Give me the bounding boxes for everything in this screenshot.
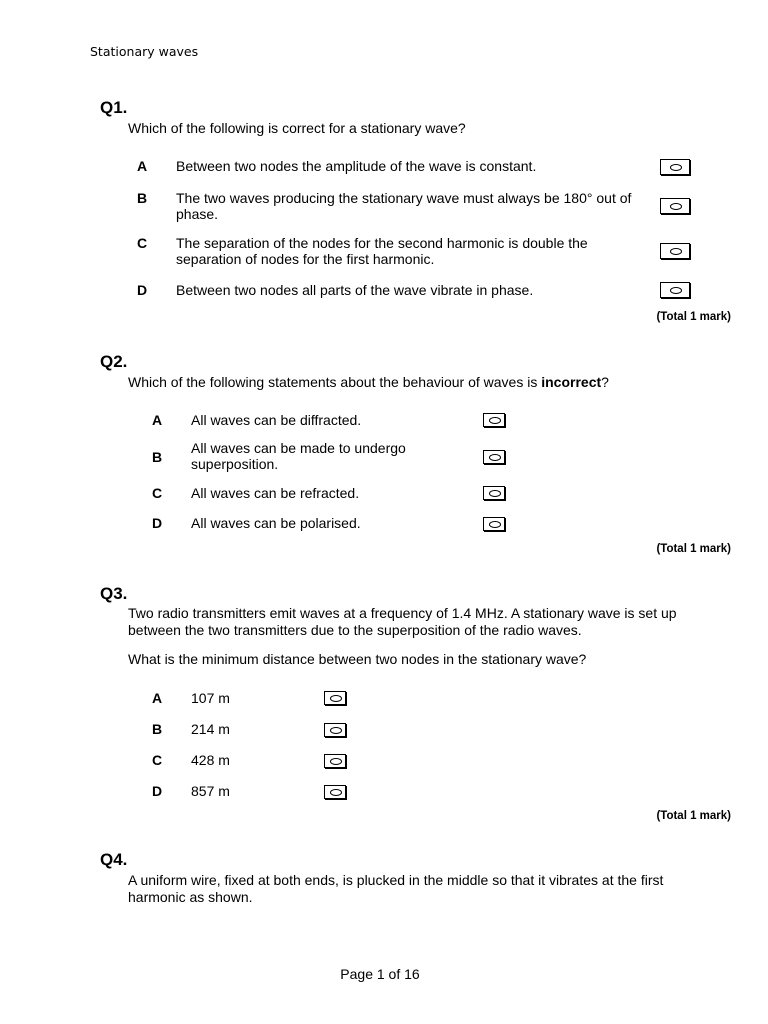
- q3-option-a-answer-box[interactable]: [324, 691, 346, 705]
- q3-option-d-answer-box[interactable]: [324, 785, 346, 799]
- q2-option-b-text: All waves can be made to undergo superposition.: [191, 440, 406, 472]
- q3-option-c-answer-box[interactable]: [324, 754, 346, 768]
- q2-stem-suffix: ?: [601, 374, 609, 390]
- q1-option-b-answer-box[interactable]: [660, 198, 690, 214]
- question-number-4: Q4.: [100, 850, 128, 869]
- q1-option-c-letter: C: [137, 235, 148, 251]
- q1-option-a-answer-box[interactable]: [660, 159, 690, 175]
- q3-option-b-answer-box[interactable]: [324, 723, 346, 737]
- q1-option-b-text: The two waves producing the stationary wave must always be 180° out of phase.: [176, 190, 632, 222]
- q1-total-marks: (Total 1 mark): [656, 311, 731, 323]
- q3-option-c-letter: C: [152, 752, 163, 768]
- q2-stem-prefix: Which of the following statements about the behaviour of waves is: [128, 374, 542, 390]
- q3-option-a-letter: A: [152, 690, 163, 706]
- q2-option-a-letter: A: [152, 412, 163, 428]
- q3-option-d-text: 857 m: [191, 783, 230, 799]
- q1-option-d-letter: D: [137, 282, 148, 298]
- q3-option-b-letter: B: [152, 721, 163, 737]
- q1-option-b-letter: B: [137, 190, 148, 206]
- q1-option-c-answer-box[interactable]: [660, 243, 690, 259]
- q2-option-c-answer-box[interactable]: [483, 486, 505, 500]
- question-number-2: Q2.: [100, 352, 128, 371]
- question-3-prompt: What is the minimum distance between two nodes in the stationary wave?: [128, 651, 587, 667]
- question-4-stem: A uniform wire, fixed at both ends, is plucked in the middle so that it vibrates at the first harmonic as shown.: [128, 872, 664, 905]
- q2-option-d-text: All waves can be polarised.: [191, 515, 361, 531]
- q1-option-d-text: Between two nodes all parts of the wave vibrate in phase.: [176, 282, 534, 298]
- page-number: Page 1 of 16: [340, 966, 420, 982]
- q1-option-a-letter: A: [137, 158, 148, 174]
- q2-stem-emphasis: incorrect: [541, 374, 602, 390]
- q2-option-a-text: All waves can be diffracted.: [191, 412, 362, 428]
- q2-option-d-answer-box[interactable]: [483, 517, 505, 531]
- question-number-3: Q3.: [100, 584, 128, 603]
- q2-option-c-letter: C: [152, 485, 163, 501]
- q3-option-b-text: 214 m: [191, 721, 230, 737]
- q3-option-d-letter: D: [152, 783, 163, 799]
- question-number-1: Q1.: [100, 98, 128, 117]
- question-2-stem: [128, 374, 708, 391]
- q2-option-b-letter: B: [152, 449, 163, 465]
- q3-total-marks: (Total 1 mark): [656, 810, 731, 822]
- question-3-stem: Two radio transmitters emit waves at a frequency of 1.4 MHz. A stationary wave is set up between the two transmitters due to the superposition of the radio waves.: [128, 605, 677, 638]
- q2-option-c-text: All waves can be refracted.: [191, 485, 360, 501]
- q1-option-a-text: Between two nodes the amplitude of the wave is constant.: [176, 158, 537, 174]
- q3-option-a-text: 107 m: [191, 690, 230, 706]
- question-1-stem: Which of the following is correct for a stationary wave?: [128, 120, 466, 136]
- running-header: Stationary waves: [90, 44, 199, 59]
- q2-option-d-letter: D: [152, 515, 163, 531]
- q1-option-d-answer-box[interactable]: [660, 282, 690, 298]
- q1-option-c-text: The separation of the nodes for the second harmonic is double the separation of nodes for the first harmonic.: [176, 235, 588, 267]
- q3-option-c-text: 428 m: [191, 752, 230, 768]
- q2-total-marks: (Total 1 mark): [656, 543, 731, 555]
- q2-option-b-answer-box[interactable]: [483, 450, 505, 464]
- q2-option-a-answer-box[interactable]: [483, 413, 505, 427]
